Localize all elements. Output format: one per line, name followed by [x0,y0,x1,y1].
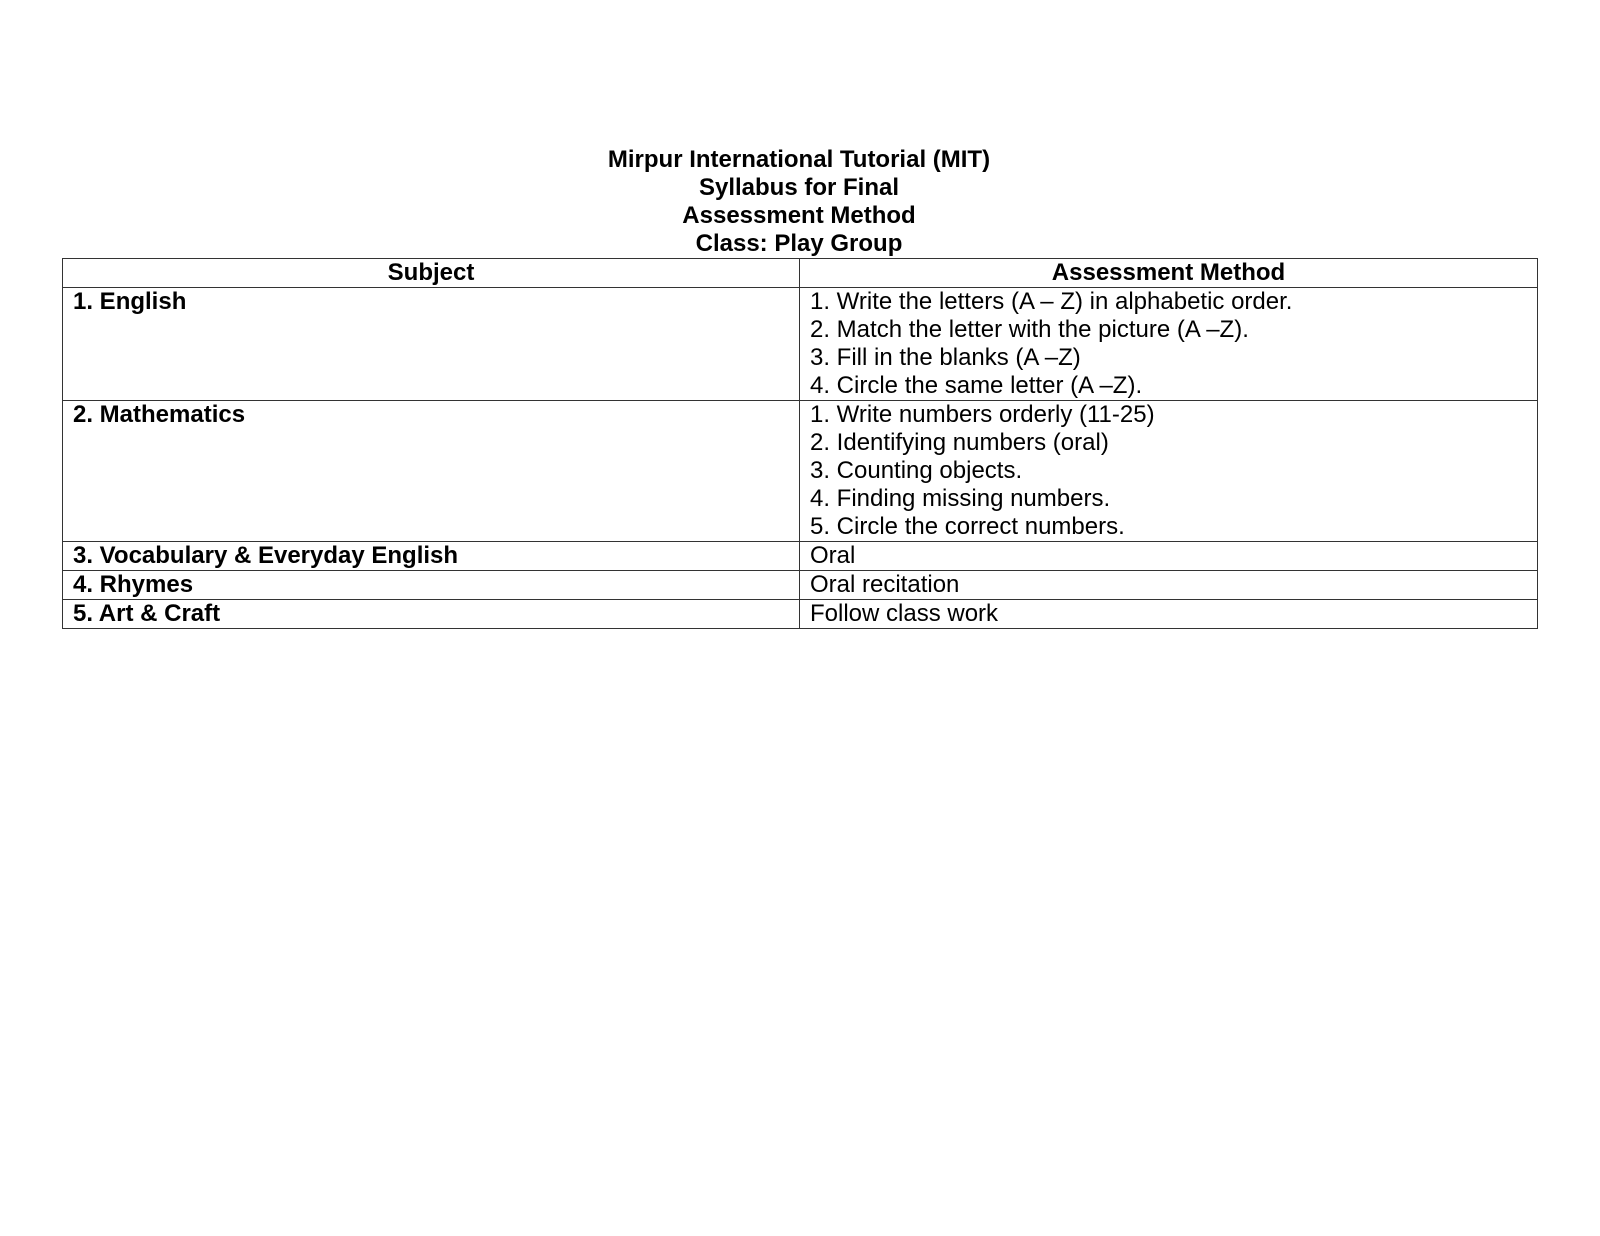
table-header-row [63,259,1538,288]
method-cell [800,288,1538,401]
syllabus-title: Syllabus for Final [698,174,900,201]
method-item: 1. Write the letters (A – Z) in alphabetic order. [810,288,1293,315]
school-name: Mirpur International Tutorial (MIT) [607,146,991,173]
table-row [63,600,1538,629]
table-row [63,401,1538,542]
method-cell [800,571,1538,600]
class-name: Class: Play Group [695,230,903,257]
method-item: 4. Finding missing numbers. [810,485,1111,512]
subject-cell: 2. Mathematics [63,401,800,542]
method-item: 3. Fill in the blanks (A –Z) [810,344,1081,371]
table-row [63,571,1538,600]
method-cell [800,542,1538,571]
method-item: Oral [810,542,856,569]
method-cell [800,401,1538,542]
method-item: Follow class work [810,600,999,627]
table-row [63,288,1538,401]
method-item: 3. Counting objects. [810,457,1023,484]
method-item: 2. Match the letter with the picture (A –Z). [810,316,1249,343]
method-item: Oral recitation [810,571,960,598]
method-item: 4. Circle the same letter (A –Z). [810,372,1143,399]
method-item: 5. Circle the correct numbers. [810,513,1125,540]
subject-cell: 4. Rhymes [63,571,800,600]
subject-cell: 1. English [63,288,800,401]
method-item: 2. Identifying numbers (oral) [810,429,1109,456]
document-heading [62,146,1536,258]
method-item: 1. Write numbers orderly (11-25) [810,401,1155,428]
subject-cell: 3. Vocabulary & Everyday English [63,542,800,571]
syllabus-table [62,258,1538,629]
subject-cell: 5. Art & Craft [63,600,800,629]
table-row [63,542,1538,571]
method-cell [800,600,1538,629]
assessment-title: Assessment Method [682,202,916,229]
column-header-subject: Subject [63,259,800,288]
column-header-assessment-method: Assessment Method [800,259,1538,288]
